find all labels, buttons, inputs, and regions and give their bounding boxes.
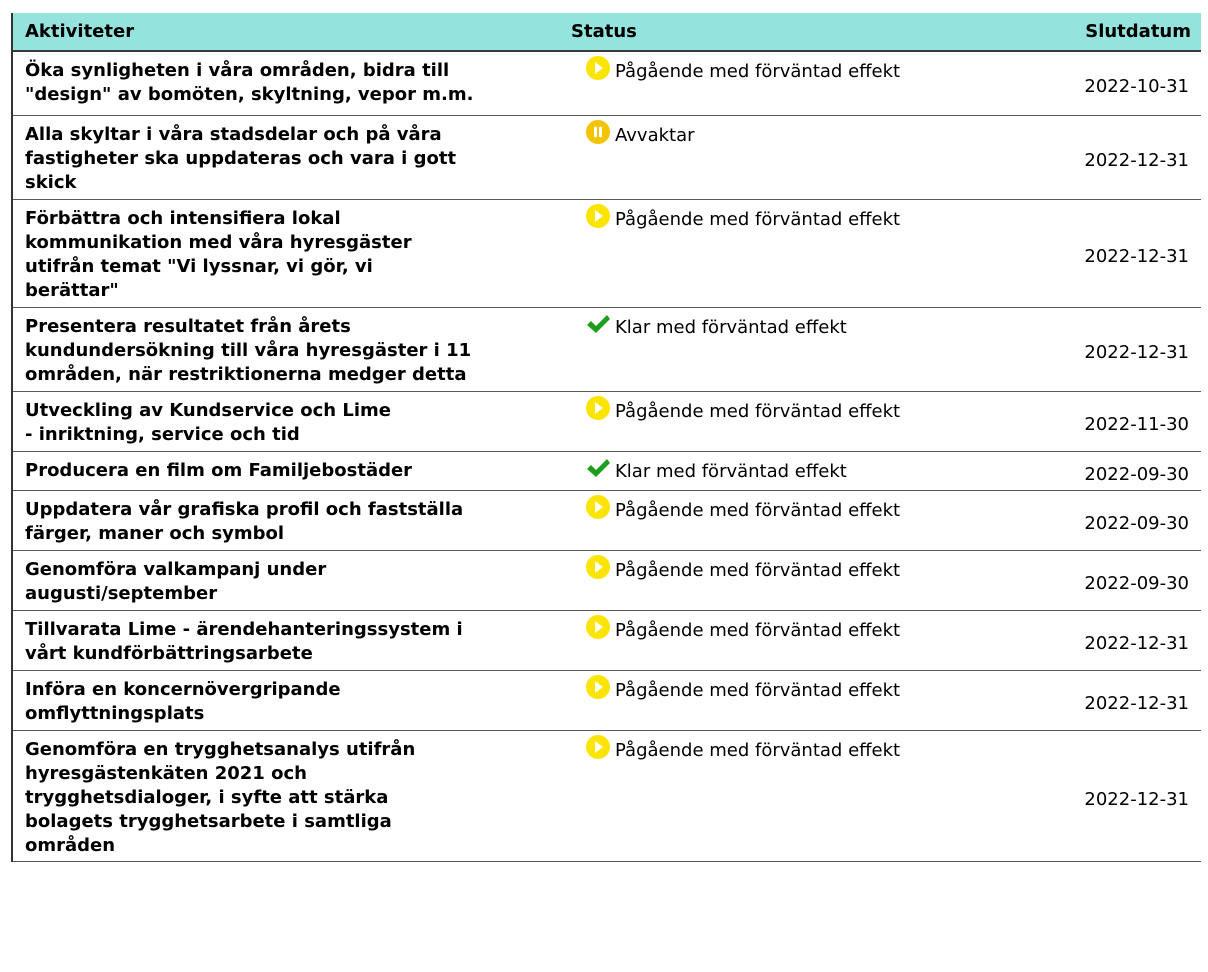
end-date-cell: 2022-11-30 [1084,414,1189,435]
table-row [13,200,1201,308]
header-activities: Aktiviteter [25,21,135,42]
status-label: Pågående med förväntad effekt [615,401,901,422]
check-icon [585,455,611,481]
play-icon [585,395,611,421]
status-label: Pågående med förväntad effekt [615,560,901,581]
table-row [13,611,1201,671]
end-date-cell: 2022-09-30 [1084,513,1189,534]
end-date-cell: 2022-12-31 [1084,633,1189,654]
table-row [13,671,1201,731]
status-label: Klar med förväntad effekt [615,317,847,338]
end-date-cell: 2022-12-31 [1084,788,1189,810]
table-row [13,52,1201,116]
check-icon [585,311,611,337]
activity-cell: Alla skyltar i våra stadsdelar och på våra fastigheter ska uppdateras och vara i gott skick [25,124,457,193]
status-cell [571,731,1013,861]
play-icon [585,203,611,229]
table-body [13,52,1201,862]
play-icon [585,674,611,700]
end-date-cell: 2022-12-31 [1084,342,1189,363]
status-label: Klar med förväntad effekt [615,461,847,482]
status-label: Pågående med förväntad effekt [615,209,901,230]
table-header [13,13,1201,52]
activity-cell: Införa en koncernövergripande omflyttningsplats [25,679,341,724]
end-date-cell: 2022-12-31 [1084,693,1189,714]
activity-cell: Tillvarata Lime - ärendehanteringssystem i vårt kundförbättringsarbete [25,619,463,664]
status-label: Avvaktar [615,125,695,146]
status-label: Pågående med förväntad effekt [615,500,901,521]
status-cell [571,551,1013,610]
status-cell [571,392,1013,451]
activity-cell: Förbättra och intensifiera lokal kommunikation med våra hyresgäster utifrån temat "Vi lyssnar, vi gör, vi berättar" [25,208,412,301]
status-cell [571,491,1013,550]
play-icon [585,734,611,760]
end-date-cell: 2022-12-31 [1084,246,1189,267]
table-row [13,731,1201,862]
activity-cell: Genomföra en trygghetsanalys utifrån hyresgästenkäten 2021 och trygghetsdialoger, i syfte att stärka bolagets trygghetsarbete i samtliga områden [25,739,416,856]
end-date-cell: 2022-09-30 [1084,573,1189,594]
activity-cell: Presentera resultatet från årets kundundersökning till våra hyresgäster i 11 områden, när restriktionerna medger detta [25,316,472,385]
pause-icon [585,119,611,145]
table-row [13,452,1201,491]
table-row [13,551,1201,611]
play-icon [585,614,611,640]
header-end-date: Slutdatum [1085,21,1191,42]
play-icon [585,55,611,81]
status-cell [571,308,1013,391]
end-date-cell: 2022-12-31 [1084,150,1189,171]
activity-cell: Genomföra valkampanj under augusti/september [25,559,327,604]
activities-table [11,13,1201,862]
status-label: Pågående med förväntad effekt [615,61,901,82]
header-status: Status [571,21,637,42]
table-row [13,116,1201,200]
table-row [13,491,1201,551]
status-label: Pågående med förväntad effekt [615,740,901,761]
status-cell [571,116,1013,199]
play-icon [585,494,611,520]
activity-cell: Utveckling av Kundservice och Lime - inriktning, service och tid [25,400,391,445]
end-date-cell: 2022-09-30 [1084,463,1189,485]
play-icon [585,554,611,580]
activity-cell: Producera en film om Familjebostäder [25,460,413,481]
activity-cell: Uppdatera vår grafiska profil och fastställa färger, maner och symbol [25,499,464,544]
status-cell [571,671,1013,730]
table-row [13,392,1201,452]
status-cell [571,452,1013,490]
end-date-cell: 2022-10-31 [1084,76,1189,97]
status-label: Pågående med förväntad effekt [615,680,901,701]
table-row [13,308,1201,392]
status-cell [571,611,1013,670]
status-label: Pågående med förväntad effekt [615,620,901,641]
status-cell [571,200,1013,307]
status-cell [571,52,1013,115]
activity-cell: Öka synligheten i våra områden, bidra till "design" av bomöten, skyltning, vepor m.m. [25,60,474,105]
